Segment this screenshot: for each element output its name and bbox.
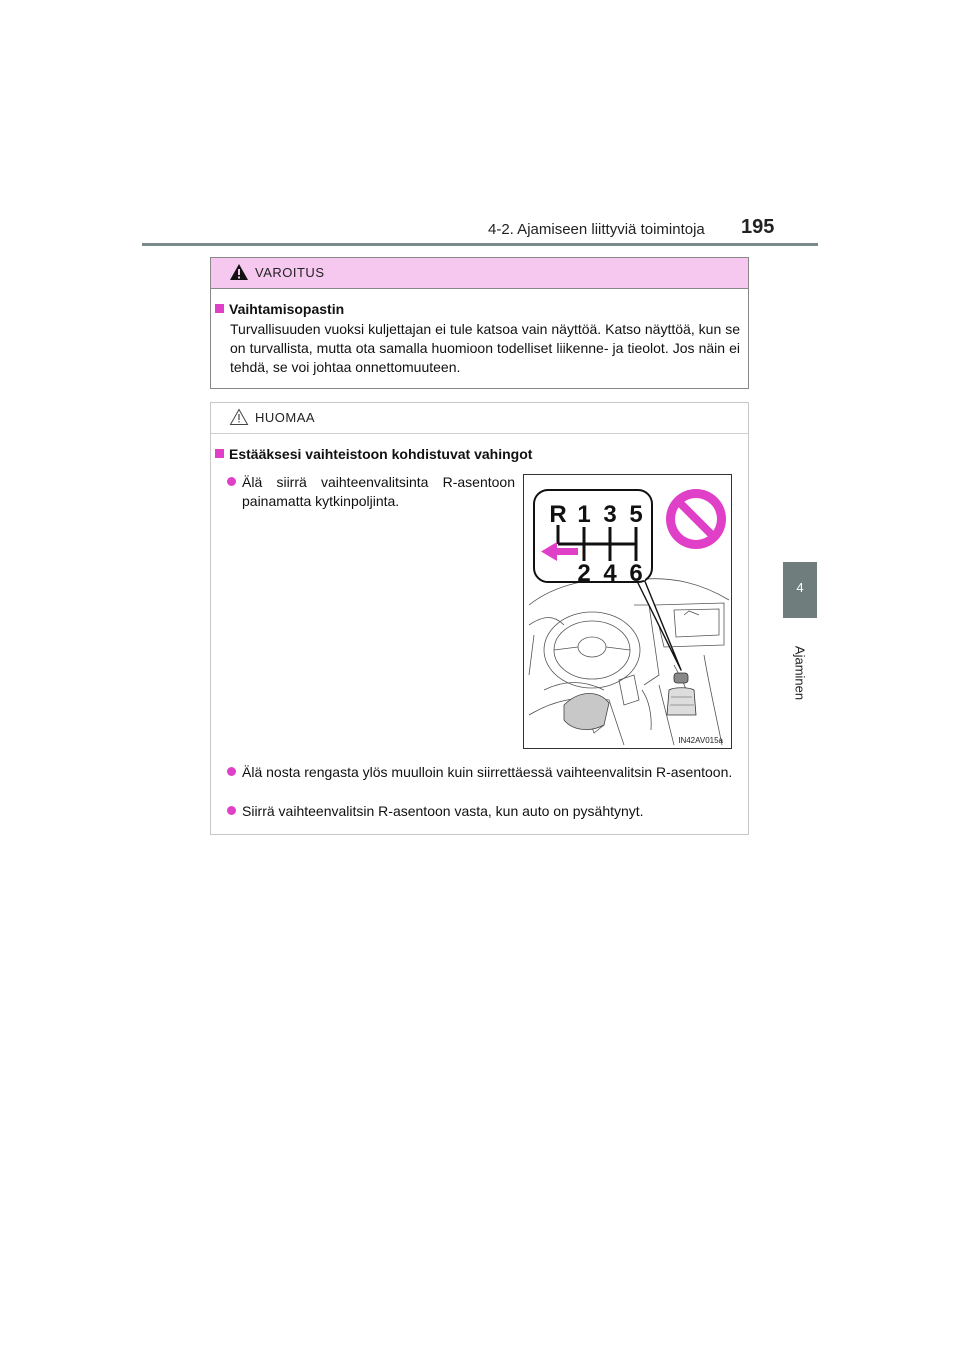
gear-label-4: 4 [603,560,617,587]
gear-shift-illustration [523,474,732,749]
chapter-number: 4 [796,580,804,595]
bullet-text: Älä nosta rengasta ylös muulloin kuin siirrettäessä vaihteenvalitsin R-asentoon. [242,764,733,780]
page-number: 195 [741,216,775,238]
car-interior-drawing [524,475,732,749]
warning-triangle-icon [229,263,249,281]
bullet-text: Älä siirrä vaihteenvalitsinta R-asentoon painamatta kytkinpoljinta. [242,474,515,509]
shift-pattern-callout [534,490,681,670]
notice-label: HUOMAA [255,410,316,425]
bullet-dot-icon [227,767,236,776]
notice-header [211,403,748,434]
bullet-text: Siirrä vaihteenvalitsin R-asentoon vasta, kun auto on pysähtynyt. [242,803,644,819]
foot-drawing [564,693,609,729]
caution-triangle-icon [229,408,249,426]
notice-title [215,446,532,462]
gear-knob [667,673,696,715]
warning-text: Turvallisuuden vuoksi kuljettajan ei tule katsoa vain näyttöä. Katso näyttöä, kun se on turvallista, mutta ota samalla huomioon todelliset liikenne- ja tieolot. Jos näin ei tehdä, se voi johtaa onnettomuuteen. [230,321,740,375]
gear-label-1: 1 [577,501,591,528]
gear-label-5: 5 [629,501,643,528]
bullet-dot-icon [227,806,236,815]
square-bullet-icon [215,304,224,313]
list-item [227,473,515,511]
gear-label-6: 6 [629,560,643,587]
square-bullet-icon [215,449,224,458]
gear-label-r: R [549,501,567,528]
warning-label: VAROITUS [255,265,325,280]
list-item [227,802,741,821]
gear-label-2: 2 [577,560,591,587]
gear-label-3: 3 [603,501,617,528]
bullet-dot-icon [227,477,236,486]
figure-code: IN42AV015a [678,736,723,745]
list-item [227,763,741,782]
header-divider [142,243,818,246]
prohibited-icon [666,489,726,549]
notice-title-text: Estääksesi vaihteistoon kohdistuvat vahingot [229,446,533,462]
chapter-tab [783,562,817,618]
warning-header [211,258,748,289]
warning-title-text: Vaihtamisopastin [229,301,345,317]
chapter-label [785,628,815,718]
warning-title [215,301,344,317]
chapter-label-text: Ajaminen [792,645,808,701]
section-title: 4-2. Ajamiseen liittyviä toimintoja [488,221,705,238]
